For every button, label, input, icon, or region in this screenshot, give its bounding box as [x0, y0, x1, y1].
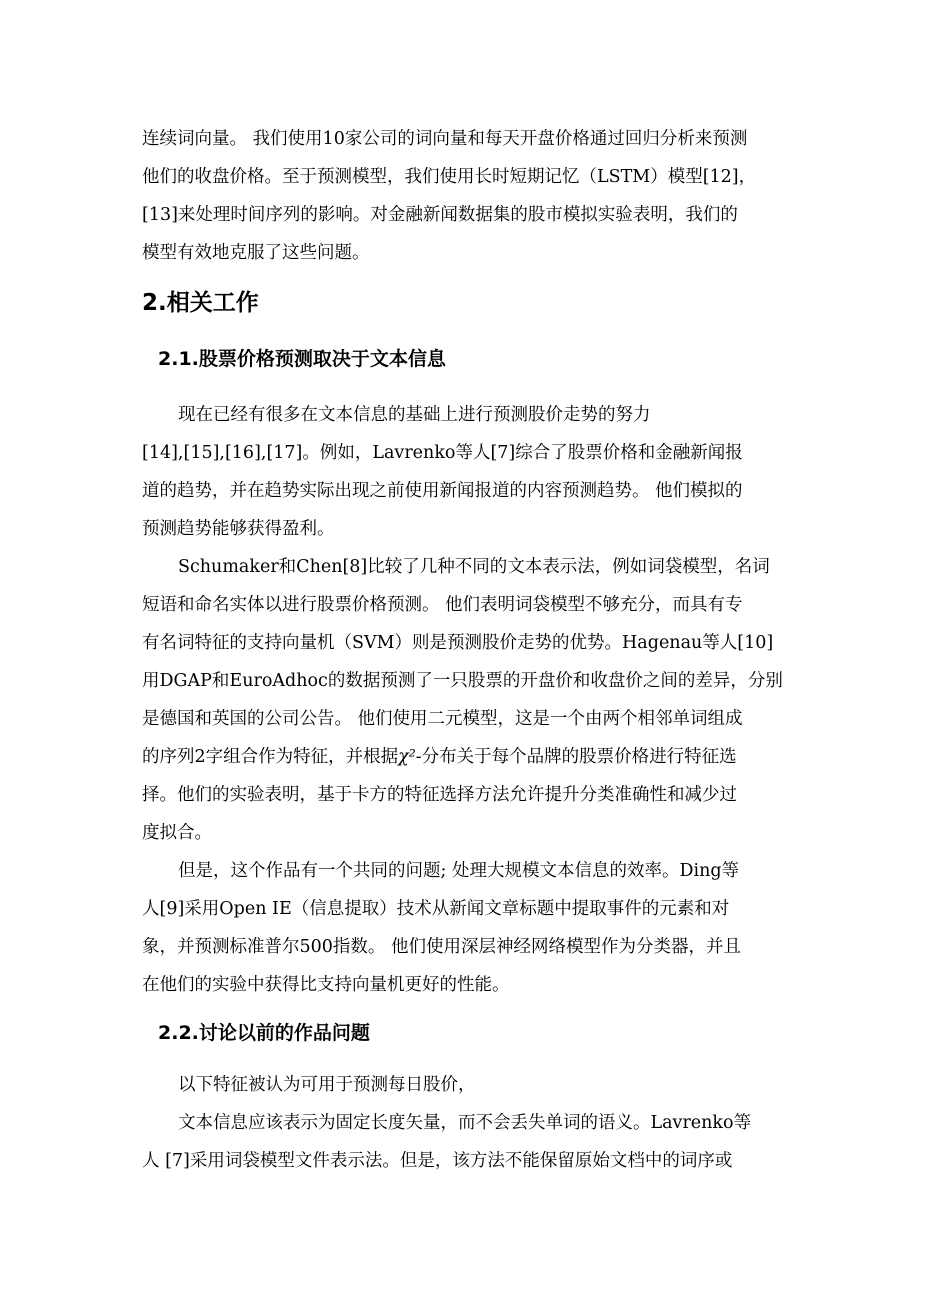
section-heading-related-work: 2.相关工作 — [142, 290, 259, 316]
subsection-heading-2-2: 2.2.讨论以前的作品问题 — [158, 1022, 370, 1044]
subsection-heading-2-1: 2.1.股票价格预测取决于文本信息 — [158, 348, 446, 370]
chi-square-symbol: χ² — [398, 747, 416, 767]
paragraph — [142, 1104, 785, 1180]
text-line: 他们的收盘价格。至于预测模型，我们使用长时短期记忆（LSTM）模型[12]， — [142, 167, 757, 187]
text-line: 模型有效地克服了这些问题。 — [142, 243, 370, 263]
intro-paragraph — [142, 120, 785, 272]
paragraph — [142, 548, 785, 852]
text-line: 短语和命名实体以进行股票价格预测。 他们表明词袋模型不够充分，而具有专 — [142, 595, 743, 615]
text-line: 有名词特征的支持向量机（SVM）则是预测股价走势的优势。Hagenau等人[10] — [142, 633, 774, 653]
text-line: 择。他们的实验表明，基于卡方的特征选择方法允许提升分类准确性和减少过 — [142, 785, 737, 805]
text-line: 用DGAP和EuroAdhoc的数据预测了一只股票的开盘价和收盘价之间的差异，分别 — [142, 671, 783, 691]
text-fragment: -分布关于每个品牌的股票价格进行特征选 — [415, 747, 737, 767]
text-line: 连续词向量。 我们使用10家公司的词向量和每天开盘价格通过回归分析来预测 — [142, 129, 748, 149]
text-line: 但是，这个作品有一个共同的问题; 处理大规模文本信息的效率。Ding等 — [178, 861, 740, 881]
paragraph — [142, 852, 785, 1004]
text-line: 象，并预测标准普尔500指数。 他们使用深层神经网络模型作为分类器，并且 — [142, 937, 741, 957]
paragraph — [142, 1066, 785, 1104]
text-line: 文本信息应该表示为固定长度矢量，而不会丢失单词的语义。Lavrenko等 — [178, 1113, 752, 1133]
text-line: 人 [7]采用词袋模型文件表示法。但是，该方法不能保留原始文档中的词序或 — [142, 1151, 733, 1171]
text-line: 以下特征被认为可用于预测每日股价， — [178, 1075, 476, 1095]
text-line: Schumaker和Chen[8]比较了几种不同的文本表示法，例如词袋模型，名词 — [178, 557, 770, 577]
text-line: 现在已经有很多在文本信息的基础上进行预测股价走势的努力 — [178, 405, 651, 425]
paper-page — [142, 0, 785, 1180]
text-line: 是德国和英国的公司公告。 他们使用二元模型，这是一个由两个相邻单词组成 — [142, 709, 743, 729]
text-line: [13]来处理时间序列的影响。对金融新闻数据集的股市模拟实验表明，我们的 — [142, 205, 738, 225]
text-line: 度拟合。 — [142, 823, 212, 843]
paragraph — [142, 396, 785, 548]
text-line-with-formula — [142, 738, 785, 776]
text-line: [14],[15],[16],[17]。例如，Lavrenko等人[7]综合了股票价格和金融新闻报 — [142, 443, 743, 463]
text-line: 预测趋势能够获得盈利。 — [142, 519, 335, 539]
text-line: 人[9]采用Open IE（信息提取）技术从新闻文章标题中提取事件的元素和对 — [142, 899, 730, 919]
text-fragment: 的序列2字组合作为特征，并根据 — [142, 747, 399, 767]
text-line: 道的趋势，并在趋势实际出现之前使用新闻报道的内容预测趋势。 他们模拟的 — [142, 481, 743, 501]
text-line: 在他们的实验中获得比支持向量机更好的性能。 — [142, 975, 510, 995]
